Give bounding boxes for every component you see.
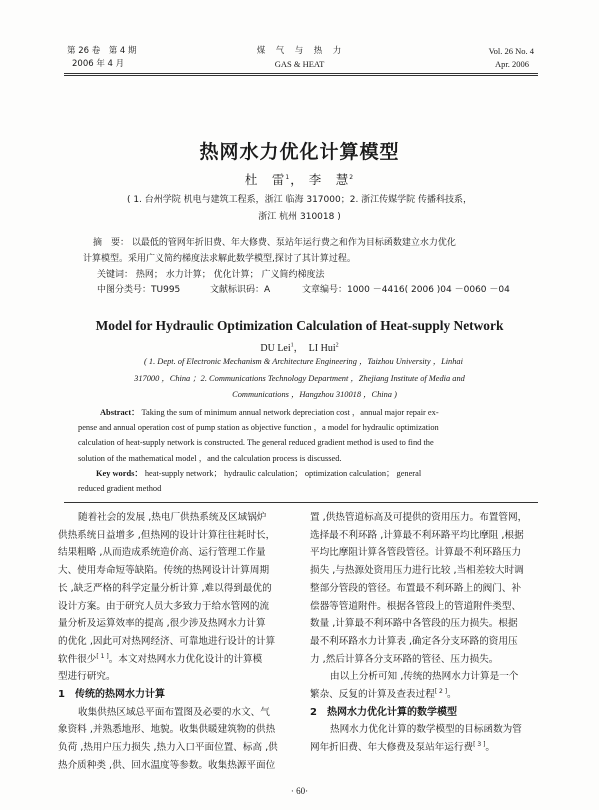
- doc-code: A: [264, 285, 271, 296]
- body-separator-rule: [64, 502, 538, 503]
- body-line: 最不利环路水力计算表 ,确定各分支环路的资用压: [310, 635, 518, 647]
- body-line: 热介质种类 ,供、回水温度等参数。收集热源平面位: [58, 759, 276, 771]
- header-rule-2: [64, 75, 538, 76]
- author-2-cn: 李 慧: [308, 172, 350, 187]
- body-line: 型进行研究。: [58, 671, 116, 683]
- article-number: 1000 －4416( 2006 )04 －0060 －04: [346, 285, 510, 296]
- keywords-cn-label: 关键词：: [97, 269, 134, 280]
- abstract-cn: [83, 236, 523, 299]
- abstract-en-line: solution of the mathematical model ，and the calculation process is discussed.: [78, 453, 342, 463]
- header-rule: [64, 73, 538, 74]
- body-line: 设计方案。由于研究人员大多致力于给水管网的流: [58, 600, 270, 612]
- body-text: 。: [447, 689, 457, 701]
- author-en-sep: ，: [293, 343, 304, 354]
- affiliations-cn: [0, 192, 599, 226]
- section-1-number: 1: [58, 689, 65, 701]
- affil-en-line: 317000 ，China ；2. Communications Technology Department ，Zhejiang Institute of Media and: [134, 373, 465, 383]
- author-2-mark: 2: [349, 173, 355, 181]
- body-line: [310, 739, 550, 757]
- journal-volume-en: Vol. 26 No. 4: [488, 46, 534, 56]
- paper-title-en: Model for Hydraulic Optimization Calculation of Heat-supply Network: [95, 318, 504, 333]
- affiliations-en: [0, 354, 599, 404]
- author-1-en: DU Lei: [260, 343, 291, 354]
- author-sep: ，: [290, 172, 304, 187]
- abstract-en: [78, 405, 439, 496]
- author-2-en-mark: 2: [335, 342, 339, 349]
- body-line: 由以上分析可知 ,传统的热网水力计算是一个: [330, 671, 519, 683]
- body-line: 随着社会的发展 ,热电厂供热系统及区域锅炉: [78, 512, 267, 523]
- authors-cn: [0, 170, 599, 188]
- class-number: TU995: [151, 285, 181, 296]
- abstract-en-line: pense and annual operation cost of pump station as objective function ，a model for hydraulic optimization: [78, 423, 439, 433]
- body-text: 。本文对热网水力优化设计的计算模: [108, 653, 263, 665]
- body-text: 。: [485, 742, 496, 754]
- body-text: 网年折旧费、年大修费及泵站年运行费: [310, 742, 474, 754]
- keywords-en-line: reduced gradient method: [78, 484, 162, 494]
- body-line: 供热系统日益增多 ,但热网的设计计算往往耗时长，: [58, 529, 276, 541]
- keywords-en-label: Key words：: [96, 468, 143, 478]
- citation-3: [ 3 ]: [473, 740, 486, 748]
- body-line: 力 ,然后计算各分支环路的管径、压力损失。: [310, 653, 499, 665]
- section-1-heading: [58, 686, 298, 704]
- body-line: [310, 686, 550, 704]
- abstract-en-label: Abstract：: [100, 408, 140, 417]
- body-line: 收集供热区域总平面布置图及必要的水文、气: [78, 706, 270, 718]
- section-2-title: 热网水力优化计算的数学模型: [326, 706, 457, 718]
- section-1-title: 传统的热网水力计算: [74, 689, 165, 701]
- body-line: 选择最不利环路 ,计算最不利环路平均比摩阻 ,根据: [310, 529, 524, 541]
- body-line: 数量 ,计算最不利环路中各管段的压力损失。根据: [310, 618, 518, 630]
- body-line: 量分析及运算效率的提高 ,很少涉及热网水力计算: [58, 618, 266, 630]
- body-line: 负荷 ,热用户压力损失 ,热力入口平面位置、标高 ,供: [58, 742, 278, 754]
- body-text: 软件很少: [58, 653, 97, 665]
- body-line: 偿器等管道附件。根据各管段上的管道附件类型、: [310, 600, 522, 612]
- abstract-cn-line: 计算模型。采用广义简约梯度法求解此数学模型,探讨了其计算过程。: [83, 253, 356, 264]
- abstract-en-line: calculation of heat-supply network is constructed. The general reduced gradient method is used to find the: [78, 438, 434, 448]
- section-2-heading: [310, 704, 550, 722]
- body-line: 损失 ,与热源处资用压力进行比较 ,当相差较大时调: [310, 565, 524, 577]
- abstract-en-line: Taking the sum of minimum annual network depreciation cost ，annual major repair ex-: [141, 408, 439, 417]
- citation-2: [ 2 ]: [434, 687, 448, 695]
- keywords-cn: 热网； 水力计算； 优化计算； 广义简约梯度法: [135, 269, 325, 280]
- keywords-en: heat-supply network； hydraulic calculation； optimization calculation； general: [144, 468, 422, 478]
- journal-name-cn: 煤 气 与 热 力: [256, 46, 343, 56]
- citation-1: [ 1 ]: [96, 652, 109, 660]
- body-line: 置 ,供热管道标高及可提供的资用压力。布置管网，: [310, 512, 528, 523]
- right-column: [310, 509, 550, 757]
- affil-en-line: ( 1. Dept. of Electronic Mechanism & Architecture Engineering ，Taizhou University ，Linhai: [144, 357, 463, 366]
- paper-title-cn: 热网水力优化计算模型: [199, 141, 400, 163]
- body-text: 繁杂、反复的计算及查表过程: [310, 689, 435, 701]
- journal-date: 2006 年 4 月: [72, 59, 125, 69]
- abstract-cn-label: 摘 要：: [93, 238, 130, 248]
- left-column: [58, 509, 298, 775]
- journal-name-en: GAS & HEAT: [274, 59, 325, 69]
- section-2-number: 2: [310, 706, 317, 718]
- body-line: 象资料 ,并熟悉地形、地貌。收集供暖建筑物的供热: [58, 724, 276, 736]
- body-line: 结果粗略 ,从而造成系统造价高、运行管理工作量: [58, 547, 266, 559]
- affil-cn-line: ( 1. 台州学院 机电与建筑工程系，浙江 临海 317000；2. 浙江传媒学院 传播科技系，: [126, 195, 473, 205]
- body-line: 的优化 ,因此可对热网经济、可靠地进行设计的计算: [58, 635, 276, 647]
- abstract-cn-line: 以最低的管网年折旧费、年大修费、泵站年运行费之和作为目标函数建立水力优化: [131, 238, 456, 248]
- authors-en: [0, 339, 599, 354]
- body-line: 大、使用寿命短等缺陷。传统的热网设计计算周期: [58, 565, 270, 577]
- body-line: 长 ,缺乏严格的科学定量分析计算 ,难以得到最优的: [58, 582, 272, 594]
- body-line: 整部分管段的管径。布置最不利环路上的阀门、补: [310, 582, 522, 594]
- article-number-label: 文章编号：: [301, 285, 347, 296]
- journal-volume-issue: 第 26 卷 第 4 期: [67, 46, 137, 56]
- author-1-mark: 1: [285, 173, 291, 181]
- author-2-en: LI Hui: [308, 343, 336, 354]
- author-1-cn: 杜 雷: [244, 172, 286, 187]
- doc-code-label: 文献标识码：: [210, 285, 265, 296]
- page-number: · 60·: [290, 786, 309, 796]
- body-line: 热网水力优化计算的数学模型的目标函数为管: [330, 724, 522, 736]
- affil-en-line: Communications ，Hangzhou 310018 ，China ): [232, 390, 397, 399]
- body-line: [58, 651, 298, 669]
- body-line: 平均比摩阻计算各管段管径。计算最不利环路压力: [310, 547, 522, 559]
- journal-date-en: Apr. 2006: [495, 59, 529, 69]
- class-number-label: 中图分类号：: [97, 285, 152, 296]
- author-1-en-mark: 1: [290, 342, 294, 349]
- affil-cn-line: 浙江 杭州 310018 ): [258, 212, 341, 222]
